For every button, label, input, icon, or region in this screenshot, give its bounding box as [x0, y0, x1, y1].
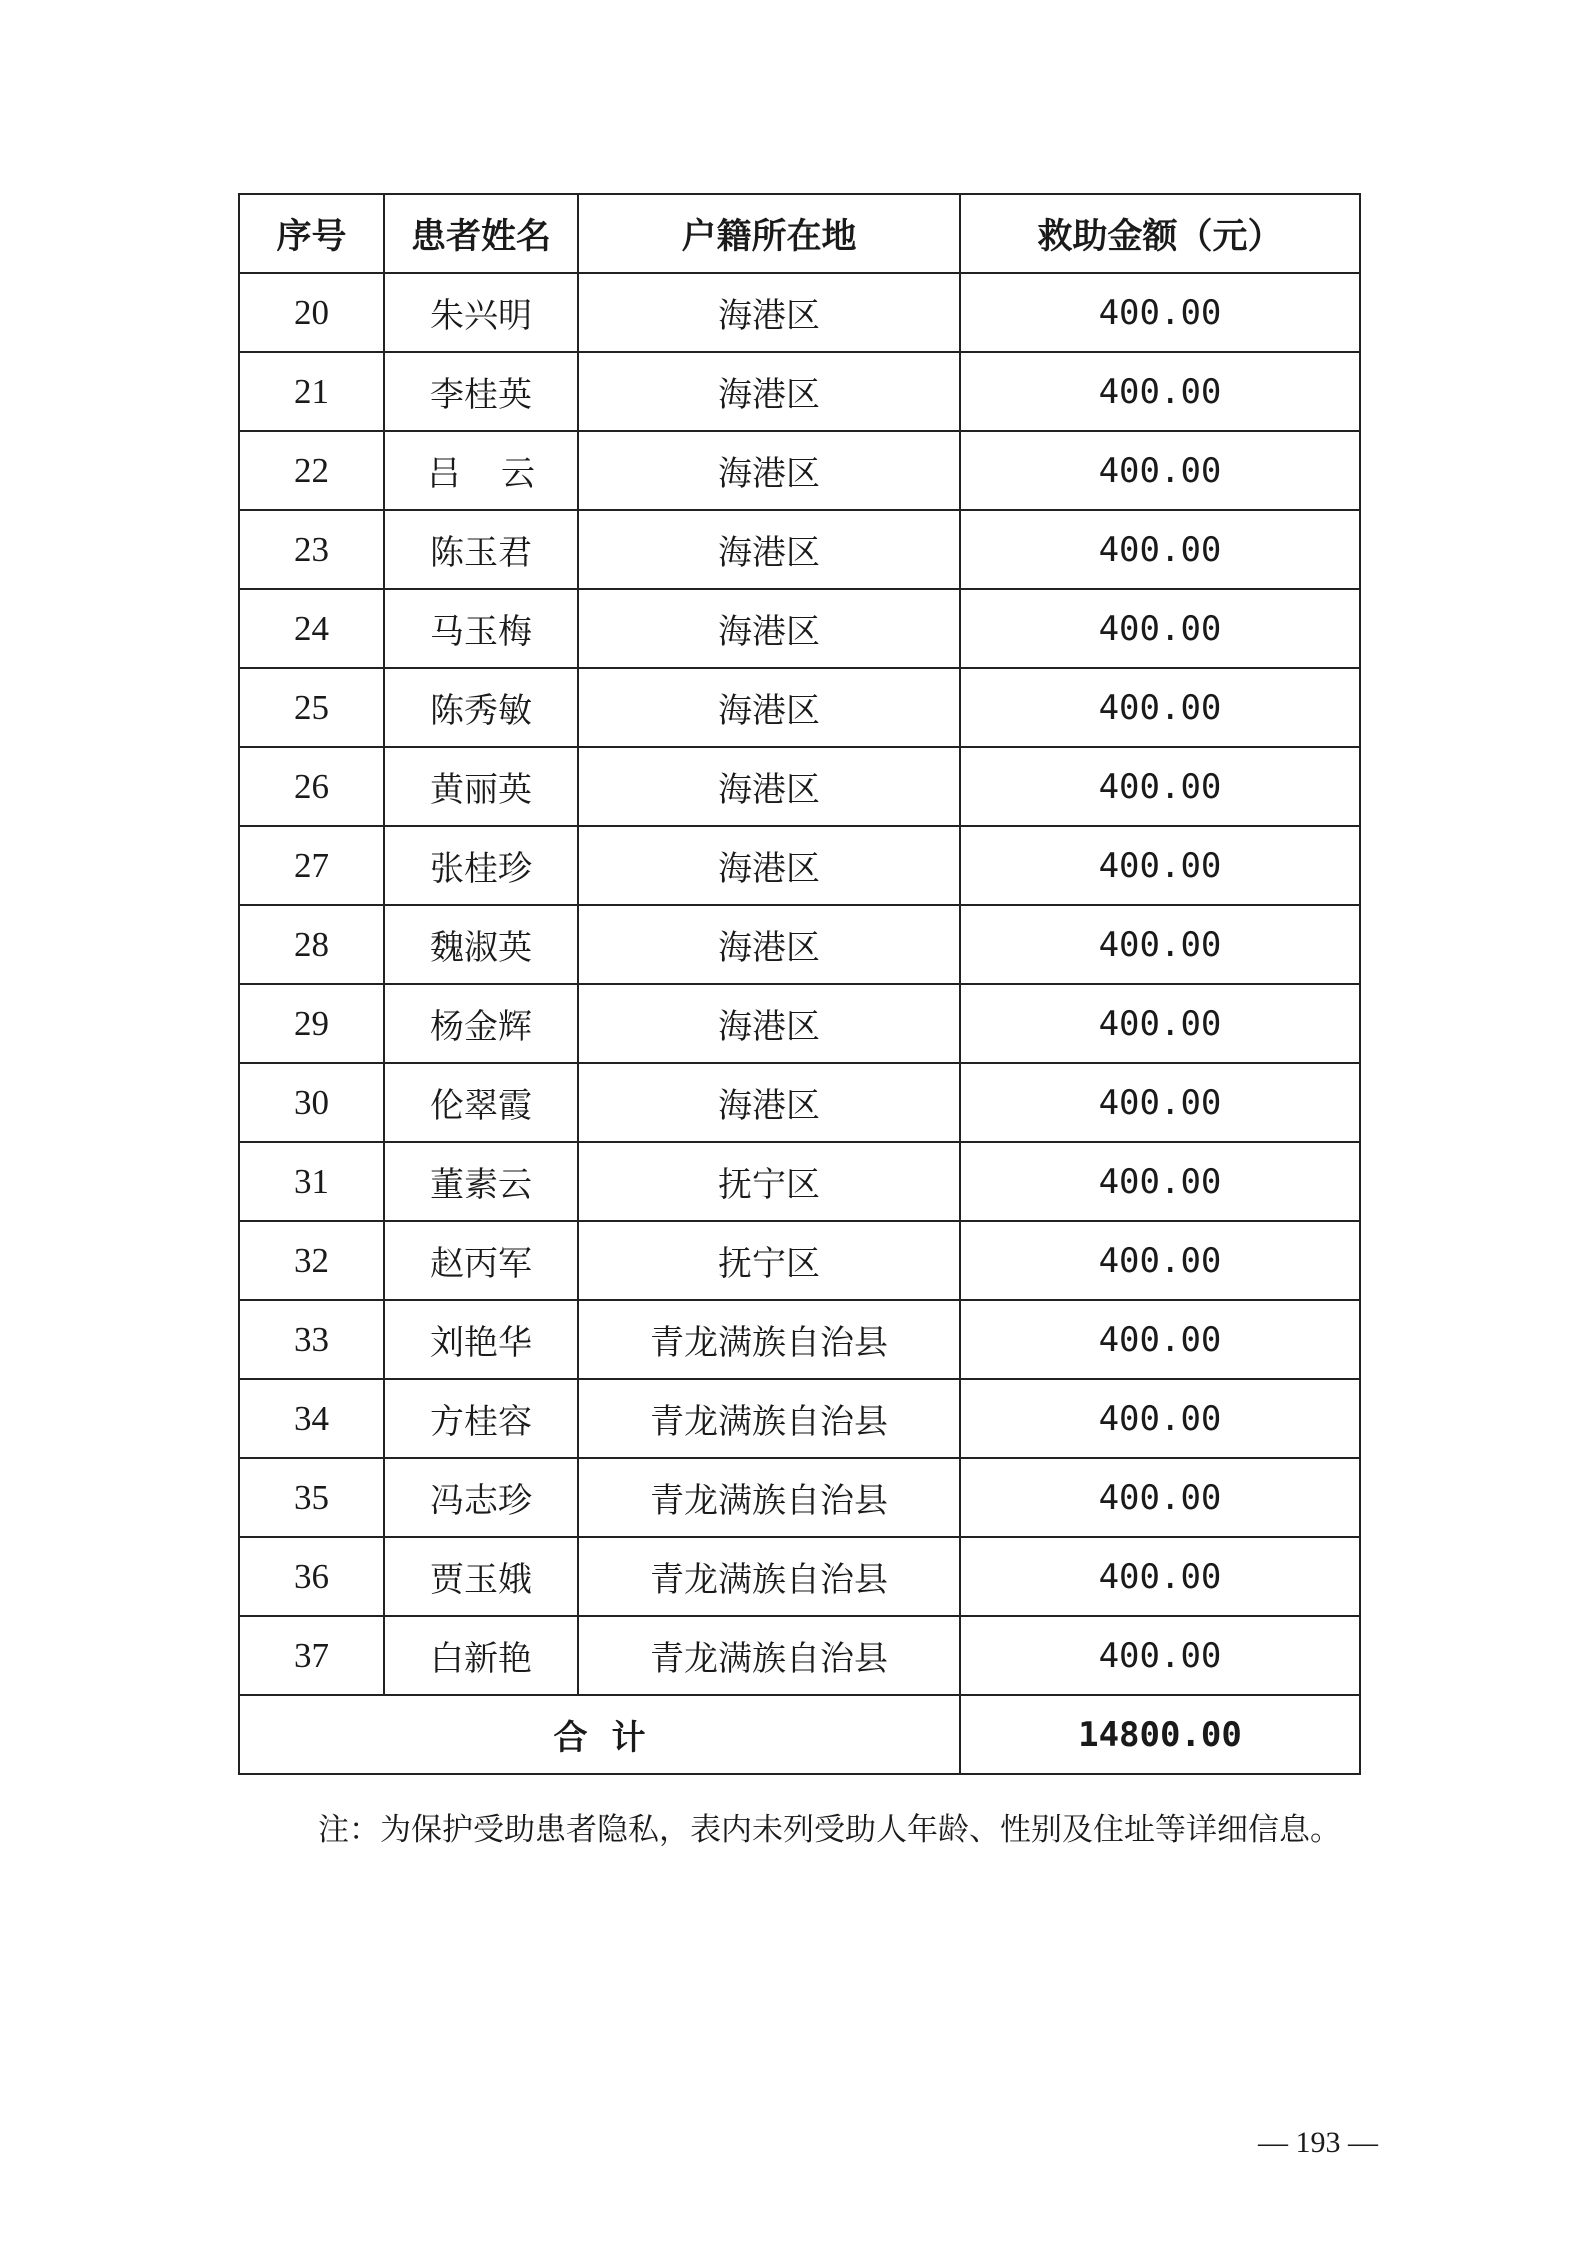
- table-row: [239, 1458, 1360, 1537]
- table-row: [239, 668, 1360, 747]
- cell-patient-name: 马玉梅: [384, 589, 578, 668]
- cell-household-location: 海港区: [578, 589, 960, 668]
- cell-patient-name: 刘艳华: [384, 1300, 578, 1379]
- cell-household-location: 海港区: [578, 273, 960, 352]
- table-row: [239, 984, 1360, 1063]
- cell-serial-no: 31: [239, 1142, 384, 1221]
- cell-patient-name: 黄丽英: [384, 747, 578, 826]
- cell-serial-no: 28: [239, 905, 384, 984]
- cell-patient-name: 董素云: [384, 1142, 578, 1221]
- cell-relief-amount: 400.00: [960, 1379, 1360, 1458]
- cell-patient-name: 张桂珍: [384, 826, 578, 905]
- cell-patient-name: 赵丙军: [384, 1221, 578, 1300]
- table-row: [239, 1142, 1360, 1221]
- relief-table: [238, 193, 1361, 1775]
- cell-serial-no: 23: [239, 510, 384, 589]
- cell-household-location: 青龙满族自治县: [578, 1537, 960, 1616]
- cell-serial-no: 30: [239, 1063, 384, 1142]
- cell-household-location: 抚宁区: [578, 1142, 960, 1221]
- cell-household-location: 青龙满族自治县: [578, 1379, 960, 1458]
- cell-household-location: 海港区: [578, 984, 960, 1063]
- table-row: [239, 1616, 1360, 1695]
- table-row: [239, 352, 1360, 431]
- cell-patient-name: 陈秀敏: [384, 668, 578, 747]
- total-amount: 14800.00: [960, 1695, 1360, 1774]
- cell-relief-amount: 400.00: [960, 1537, 1360, 1616]
- cell-household-location: 海港区: [578, 431, 960, 510]
- table-row: [239, 589, 1360, 668]
- cell-relief-amount: 400.00: [960, 1616, 1360, 1695]
- total-label: 合计: [239, 1695, 960, 1774]
- cell-relief-amount: 400.00: [960, 1063, 1360, 1142]
- total-row: [239, 1695, 1360, 1774]
- table-row: [239, 1300, 1360, 1379]
- cell-relief-amount: 400.00: [960, 431, 1360, 510]
- table-row: [239, 1379, 1360, 1458]
- cell-serial-no: 34: [239, 1379, 384, 1458]
- cell-serial-no: 35: [239, 1458, 384, 1537]
- header-relief-amount: 救助金额（元）: [960, 194, 1360, 273]
- cell-household-location: 海港区: [578, 905, 960, 984]
- cell-patient-name: 朱兴明: [384, 273, 578, 352]
- table-row: [239, 510, 1360, 589]
- table-row: [239, 1537, 1360, 1616]
- table-row: [239, 431, 1360, 510]
- cell-household-location: 海港区: [578, 510, 960, 589]
- cell-relief-amount: 400.00: [960, 589, 1360, 668]
- cell-patient-name: 魏淑英: [384, 905, 578, 984]
- cell-relief-amount: 400.00: [960, 905, 1360, 984]
- cell-serial-no: 33: [239, 1300, 384, 1379]
- cell-relief-amount: 400.00: [960, 1221, 1360, 1300]
- table-body: [239, 273, 1360, 1695]
- cell-household-location: 青龙满族自治县: [578, 1616, 960, 1695]
- cell-patient-name: 方桂容: [384, 1379, 578, 1458]
- header-patient-name: 患者姓名: [384, 194, 578, 273]
- cell-relief-amount: 400.00: [960, 1300, 1360, 1379]
- table-row: [239, 747, 1360, 826]
- cell-patient-name: 李桂英: [384, 352, 578, 431]
- cell-serial-no: 26: [239, 747, 384, 826]
- cell-patient-name: 伦翠霞: [384, 1063, 578, 1142]
- cell-serial-no: 22: [239, 431, 384, 510]
- header-household-location: 户籍所在地: [578, 194, 960, 273]
- cell-serial-no: 36: [239, 1537, 384, 1616]
- cell-relief-amount: 400.00: [960, 352, 1360, 431]
- cell-household-location: 海港区: [578, 668, 960, 747]
- table-row: [239, 273, 1360, 352]
- cell-relief-amount: 400.00: [960, 1142, 1360, 1221]
- cell-patient-name: 陈玉君: [384, 510, 578, 589]
- cell-household-location: 海港区: [578, 747, 960, 826]
- cell-relief-amount: 400.00: [960, 668, 1360, 747]
- cell-patient-name: 杨金辉: [384, 984, 578, 1063]
- cell-household-location: 青龙满族自治县: [578, 1300, 960, 1379]
- page-number: — 193 —: [1258, 2126, 1378, 2159]
- table-header-row: [239, 194, 1360, 273]
- cell-relief-amount: 400.00: [960, 273, 1360, 352]
- cell-household-location: 海港区: [578, 826, 960, 905]
- cell-relief-amount: 400.00: [960, 1458, 1360, 1537]
- cell-patient-name: 冯志珍: [384, 1458, 578, 1537]
- table-row: [239, 905, 1360, 984]
- cell-household-location: 海港区: [578, 1063, 960, 1142]
- cell-relief-amount: 400.00: [960, 826, 1360, 905]
- cell-household-location: 海港区: [578, 352, 960, 431]
- cell-serial-no: 29: [239, 984, 384, 1063]
- cell-serial-no: 25: [239, 668, 384, 747]
- cell-patient-name: 贾玉娥: [384, 1537, 578, 1616]
- cell-serial-no: 21: [239, 352, 384, 431]
- cell-serial-no: 37: [239, 1616, 384, 1695]
- cell-relief-amount: 400.00: [960, 747, 1360, 826]
- table-row: [239, 826, 1360, 905]
- cell-relief-amount: 400.00: [960, 984, 1360, 1063]
- footnote: 注：为保护受助患者隐私，表内未列受助人年龄、性别及住址等详细信息。: [318, 1812, 1341, 1848]
- header-serial-no: 序号: [239, 194, 384, 273]
- cell-patient-name: 吕云: [384, 431, 578, 510]
- cell-relief-amount: 400.00: [960, 510, 1360, 589]
- cell-serial-no: 32: [239, 1221, 384, 1300]
- cell-household-location: 青龙满族自治县: [578, 1458, 960, 1537]
- cell-serial-no: 24: [239, 589, 384, 668]
- table-row: [239, 1063, 1360, 1142]
- cell-patient-name: 白新艳: [384, 1616, 578, 1695]
- cell-serial-no: 20: [239, 273, 384, 352]
- table-row: [239, 1221, 1360, 1300]
- cell-serial-no: 27: [239, 826, 384, 905]
- cell-household-location: 抚宁区: [578, 1221, 960, 1300]
